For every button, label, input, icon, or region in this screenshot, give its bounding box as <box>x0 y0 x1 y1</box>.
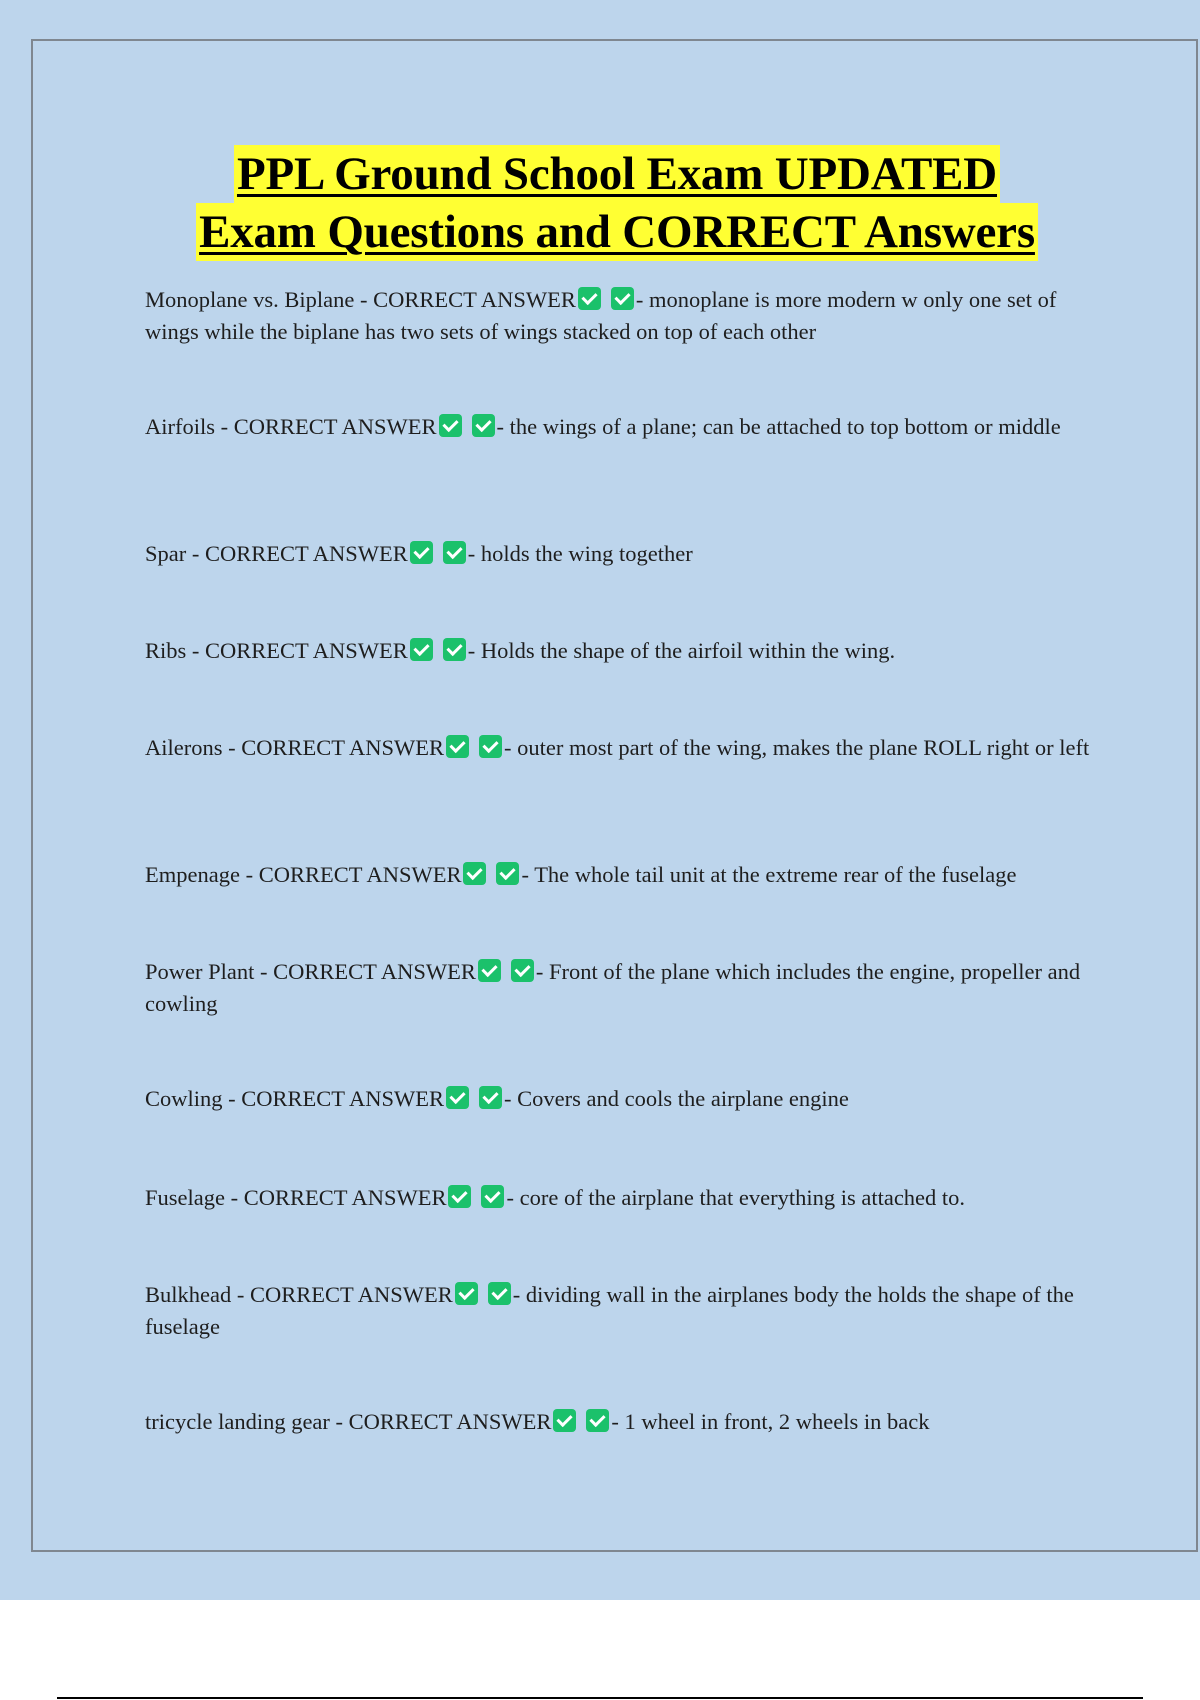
qa-term: tricycle landing gear <box>145 1409 330 1434</box>
qa-definition: holds the wing together <box>480 541 693 566</box>
answer-marker: CORRECT ANSWER <box>205 638 408 663</box>
qa-term: Empenage <box>145 862 240 887</box>
check-mark-button-icon <box>578 287 601 310</box>
check-mark-button-icon <box>496 862 519 885</box>
qa-item: Monoplane vs. Biplane - CORRECT ANSWER - monoplane is more modern w only one set of wings while the biplane has two sets of wings stacked on top of each other <box>145 287 1057 344</box>
qa-term: Ribs <box>145 638 187 663</box>
check-mark-button-icon <box>443 541 466 564</box>
document-title <box>0 145 1200 261</box>
answer-marker: CORRECT ANSWER <box>241 735 444 760</box>
qa-definition: the wings of a plane; can be attached to top bottom or middle <box>509 414 1061 439</box>
check-mark-button-icon <box>446 1086 469 1109</box>
check-mark-button-icon <box>448 1185 471 1208</box>
title-line-2: Exam Questions and CORRECT Answers <box>196 203 1038 261</box>
check-mark-button-icon <box>553 1409 576 1432</box>
check-mark-button-icon <box>481 1185 504 1208</box>
check-mark-button-icon <box>511 959 534 982</box>
qa-item: Empenage - CORRECT ANSWER - The whole tail unit at the extreme rear of the fuselage <box>145 862 1017 887</box>
qa-item: Power Plant - CORRECT ANSWER - Front of the plane which includes the engine, propeller and cowling <box>145 959 1081 1016</box>
answer-marker: CORRECT ANSWER <box>249 1282 453 1307</box>
qa-item: Cowling - CORRECT ANSWER - Covers and cools the airplane engine <box>145 1086 849 1111</box>
check-mark-button-icon <box>463 862 486 885</box>
answer-marker: CORRECT ANSWER <box>205 541 408 566</box>
check-mark-button-icon <box>479 735 502 758</box>
qa-item: Airfoils - CORRECT ANSWER - the wings of a plane; can be attached to top bottom or middle <box>145 414 1061 439</box>
qa-term: Monoplane vs. Biplane <box>145 287 355 312</box>
qa-term: Fuselage <box>145 1185 225 1210</box>
answer-marker: CORRECT ANSWER <box>233 414 437 439</box>
answer-marker: CORRECT ANSWER <box>273 959 476 984</box>
qa-term: Cowling <box>145 1086 223 1111</box>
qa-term: Spar <box>145 541 187 566</box>
answer-marker: CORRECT ANSWER <box>348 1409 552 1434</box>
check-mark-button-icon <box>455 1282 478 1305</box>
check-mark-button-icon <box>410 638 433 661</box>
qa-item: Fuselage - CORRECT ANSWER - core of the airplane that everything is attached to. <box>145 1185 966 1210</box>
qa-definition: core of the airplane that everything is attached to. <box>519 1185 966 1210</box>
footer-divider <box>57 1697 1143 1699</box>
check-mark-button-icon <box>446 735 469 758</box>
qa-definition: outer most part of the wing, makes the plane ROLL right or left <box>517 735 1090 760</box>
check-mark-button-icon <box>410 541 433 564</box>
answer-marker: CORRECT ANSWER <box>258 862 462 887</box>
check-mark-button-icon <box>586 1409 609 1432</box>
check-mark-button-icon <box>478 959 501 982</box>
qa-definition: The whole tail unit at the extreme rear of the fuselage <box>534 862 1017 887</box>
check-mark-button-icon <box>472 414 495 437</box>
qa-definition: Holds the shape of the airfoil within the wing. <box>480 638 896 663</box>
check-mark-button-icon <box>611 287 634 310</box>
answer-marker: CORRECT ANSWER <box>243 1185 447 1210</box>
check-mark-button-icon <box>443 638 466 661</box>
qa-term: Bulkhead <box>145 1282 232 1307</box>
answer-marker: CORRECT ANSWER <box>241 1086 445 1111</box>
qa-item: Ribs - CORRECT ANSWER - Holds the shape of the airfoil within the wing. <box>145 638 896 663</box>
qa-definition: 1 wheel in front, 2 wheels in back <box>624 1409 930 1434</box>
qa-item: Spar - CORRECT ANSWER - holds the wing together <box>145 541 693 566</box>
qa-term: Power Plant <box>145 959 255 984</box>
qa-item: tricycle landing gear - CORRECT ANSWER - 1 wheel in front, 2 wheels in back <box>145 1409 930 1434</box>
check-mark-button-icon <box>479 1086 502 1109</box>
qa-item: Bulkhead - CORRECT ANSWER - dividing wall in the airplanes body the holds the shape of the fuselage <box>145 1282 1074 1339</box>
answer-marker: CORRECT ANSWER <box>373 287 576 312</box>
qa-term: Ailerons <box>145 735 223 760</box>
qa-definition: dividing wall in the airplanes body the holds the shape of the fuselage <box>145 1282 1074 1339</box>
qa-definition: monoplane is more modern w only one set of wings while the biplane has two sets of wings stacked on top of each other <box>145 287 1057 344</box>
check-mark-button-icon <box>488 1282 511 1305</box>
qa-item: Ailerons - CORRECT ANSWER - outer most part of the wing, makes the plane ROLL right or left <box>145 735 1090 760</box>
qa-definition: Covers and cools the airplane engine <box>517 1086 849 1111</box>
qa-term: Airfoils <box>145 414 215 439</box>
qa-definition: Front of the plane which includes the engine, propeller and cowling <box>145 959 1081 1016</box>
check-mark-button-icon <box>439 414 462 437</box>
title-line-1: PPL Ground School Exam UPDATED <box>234 145 1000 203</box>
